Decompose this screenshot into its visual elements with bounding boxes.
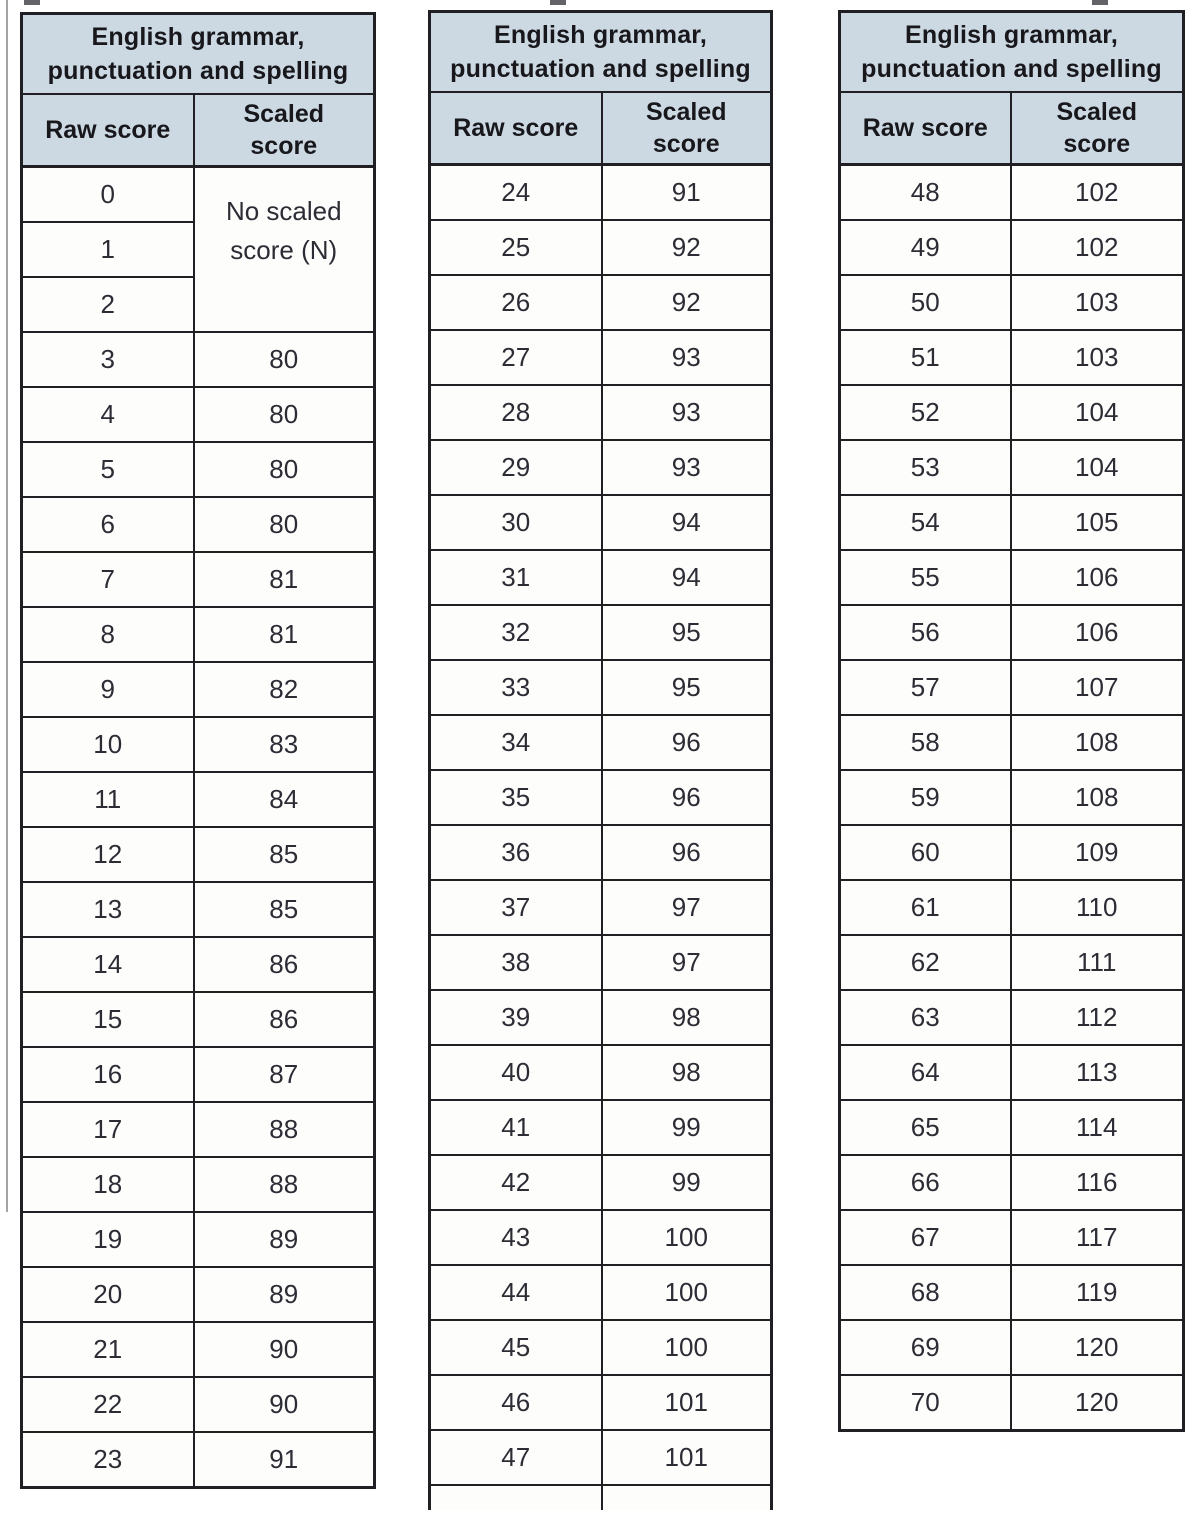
raw-score-cell: 58 — [840, 715, 1011, 770]
table-row — [22, 662, 375, 717]
raw-score-cell: 24 — [430, 165, 602, 221]
scaled-score-cell: 101 — [602, 1430, 772, 1485]
raw-score-cell: 1 — [22, 222, 194, 277]
raw-score-cell: 17 — [22, 1102, 194, 1157]
table-row — [840, 880, 1184, 935]
scaled-score-cell: 107 — [1011, 660, 1184, 715]
table-row — [430, 165, 772, 221]
raw-score-header: Raw score — [430, 92, 602, 165]
scaled-score-cell: 119 — [1011, 1265, 1184, 1320]
table-row — [840, 1045, 1184, 1100]
raw-score-cell: 54 — [840, 495, 1011, 550]
raw-score-cell: 9 — [22, 662, 194, 717]
raw-score-cell: 14 — [22, 937, 194, 992]
table-title — [430, 12, 772, 93]
raw-score-cell: 29 — [430, 440, 602, 495]
table-row — [840, 715, 1184, 770]
scaled-score-cell: 84 — [194, 772, 375, 827]
scaled-score-cell: 103 — [1011, 275, 1184, 330]
raw-score-cell: 46 — [430, 1375, 602, 1430]
raw-score-cell: 28 — [430, 385, 602, 440]
table-row — [430, 495, 772, 550]
scan-artifact-mark — [550, 0, 566, 5]
scaled-score-cell: 110 — [1011, 880, 1184, 935]
table-row — [22, 552, 375, 607]
scaled-score-cell: 98 — [602, 990, 772, 1045]
scaled-score-cell: 116 — [1011, 1155, 1184, 1210]
scaled-score-cell: 109 — [1011, 825, 1184, 880]
scaled-score-cell: 95 — [602, 605, 772, 660]
table-row — [22, 1322, 375, 1377]
table-row — [430, 550, 772, 605]
scaled-score-cell: 106 — [1011, 605, 1184, 660]
table-row — [430, 330, 772, 385]
no-scaled-score-text: No scaled — [225, 196, 342, 226]
scaled-score-header-line2: score — [1063, 130, 1131, 158]
raw-score-cell: 65 — [840, 1100, 1011, 1155]
raw-score-cell: 61 — [840, 880, 1011, 935]
table-row — [430, 1045, 772, 1100]
scaled-score-cell: 101 — [602, 1375, 772, 1430]
raw-score-cell: 49 — [840, 220, 1011, 275]
raw-score-cell: 53 — [840, 440, 1011, 495]
table-title — [22, 14, 375, 95]
raw-score-cell: 31 — [430, 550, 602, 605]
scaled-score-cell: 100 — [602, 1265, 772, 1320]
raw-score-cell: 38 — [430, 935, 602, 990]
scaled-score-cell: 91 — [194, 1432, 375, 1488]
scaled-score-cell: 93 — [602, 385, 772, 440]
raw-score-cell: 15 — [22, 992, 194, 1047]
raw-score-cell: 4 — [22, 387, 194, 442]
scaled-score-cell: 94 — [602, 550, 772, 605]
empty-cell — [430, 1485, 602, 1510]
raw-score-cell: 60 — [840, 825, 1011, 880]
scaled-score-cell: 83 — [194, 717, 375, 772]
scaled-score-cell: 81 — [194, 607, 375, 662]
table-row — [840, 605, 1184, 660]
raw-score-cell: 63 — [840, 990, 1011, 1045]
scaled-score-cell: 106 — [1011, 550, 1184, 605]
table-body — [22, 167, 375, 1488]
scaled-score-cell: 91 — [602, 165, 772, 221]
table-row — [840, 440, 1184, 495]
scaled-score-cell: 100 — [602, 1320, 772, 1375]
conversion-table-1 — [20, 12, 376, 1489]
raw-score-cell: 62 — [840, 935, 1011, 990]
table-row — [840, 385, 1184, 440]
table-row — [430, 990, 772, 1045]
scaled-score-cell: 98 — [602, 1045, 772, 1100]
table-row — [840, 1320, 1184, 1375]
raw-score-cell: 23 — [22, 1432, 194, 1488]
raw-score-cell: 69 — [840, 1320, 1011, 1375]
scaled-score-cell: 117 — [1011, 1210, 1184, 1265]
table-row — [840, 1100, 1184, 1155]
table-row — [22, 827, 375, 882]
scaled-score-cell: 80 — [194, 497, 375, 552]
table-row — [430, 880, 772, 935]
scaled-score-cell: 108 — [1011, 715, 1184, 770]
raw-score-cell: 51 — [840, 330, 1011, 385]
table-row — [430, 935, 772, 990]
table-row — [430, 770, 772, 825]
scaled-score-header — [194, 94, 375, 167]
scaled-score-cell: 80 — [194, 332, 375, 387]
scaled-score-cell: 108 — [1011, 770, 1184, 825]
table-title-line2: punctuation and spelling — [47, 57, 349, 85]
scaled-score-cell: 111 — [1011, 935, 1184, 990]
scan-artifact-mark — [1092, 0, 1108, 5]
table-title-line1: English grammar, — [91, 22, 305, 51]
raw-score-cell: 19 — [22, 1212, 194, 1267]
table-row — [22, 1102, 375, 1157]
raw-score-header: Raw score — [840, 92, 1011, 165]
scaled-score-cell: 82 — [194, 662, 375, 717]
scaled-score-cell: 96 — [602, 825, 772, 880]
table-row — [22, 1047, 375, 1102]
table-row — [430, 220, 772, 275]
table-row — [840, 1265, 1184, 1320]
scaled-score-cell: 90 — [194, 1322, 375, 1377]
scaled-score-cell: 112 — [1011, 990, 1184, 1045]
table-row — [22, 1432, 375, 1488]
scaled-score-header-line2: score — [250, 132, 318, 160]
table-row — [430, 1320, 772, 1375]
raw-score-cell: 0 — [22, 167, 194, 223]
raw-score-cell: 20 — [22, 1267, 194, 1322]
raw-score-cell: 25 — [430, 220, 602, 275]
table-row — [22, 332, 375, 387]
scaled-score-cell: 99 — [602, 1100, 772, 1155]
table-row — [22, 442, 375, 497]
table-row — [430, 1265, 772, 1320]
conversion-table-3 — [838, 10, 1185, 1432]
raw-score-cell: 66 — [840, 1155, 1011, 1210]
table-row — [22, 882, 375, 937]
table-row — [430, 440, 772, 495]
raw-score-cell: 34 — [430, 715, 602, 770]
table-row — [430, 1430, 772, 1485]
scaled-score-cell: 86 — [194, 937, 375, 992]
scaled-score-header-line1: Scaled — [243, 99, 325, 128]
table-row — [840, 220, 1184, 275]
table-row — [840, 550, 1184, 605]
table-title-line1: English grammar, — [905, 20, 1118, 49]
scaled-score-cell: 89 — [194, 1212, 375, 1267]
scaled-score-cell: 80 — [194, 442, 375, 497]
scaled-score-cell: 88 — [194, 1102, 375, 1157]
raw-score-cell: 5 — [22, 442, 194, 497]
table-row — [430, 715, 772, 770]
table-row — [22, 497, 375, 552]
scaled-score-cell: 88 — [194, 1157, 375, 1212]
raw-score-cell: 55 — [840, 550, 1011, 605]
table-row — [22, 607, 375, 662]
table-row — [430, 1100, 772, 1155]
scaled-score-cell: 81 — [194, 552, 375, 607]
table-row — [22, 167, 375, 223]
table-row — [840, 1375, 1184, 1431]
raw-score-cell: 64 — [840, 1045, 1011, 1100]
raw-score-cell: 70 — [840, 1375, 1011, 1431]
raw-score-cell: 44 — [430, 1265, 602, 1320]
table-title-line1: English grammar, — [494, 20, 707, 49]
raw-score-cell: 11 — [22, 772, 194, 827]
scaled-score-cell: 104 — [1011, 440, 1184, 495]
scaled-score-cell: 120 — [1011, 1375, 1184, 1431]
raw-score-cell: 67 — [840, 1210, 1011, 1265]
table-body — [840, 165, 1184, 1431]
raw-score-cell: 10 — [22, 717, 194, 772]
scaled-score-cell: 85 — [194, 827, 375, 882]
table-row — [840, 275, 1184, 330]
scaled-score-cell: 113 — [1011, 1045, 1184, 1100]
table-row — [840, 770, 1184, 825]
scan-artifact-mark — [24, 0, 40, 5]
raw-score-cell: 16 — [22, 1047, 194, 1102]
scan-artifact-left-line — [6, 0, 8, 1212]
table-row — [430, 605, 772, 660]
raw-score-cell: 40 — [430, 1045, 602, 1100]
raw-score-cell: 47 — [430, 1430, 602, 1485]
raw-score-cell: 18 — [22, 1157, 194, 1212]
table-row — [840, 825, 1184, 880]
raw-score-cell: 41 — [430, 1100, 602, 1155]
scaled-score-cell: 95 — [602, 660, 772, 715]
scaled-score-cell: 103 — [1011, 330, 1184, 385]
raw-score-cell: 39 — [430, 990, 602, 1045]
scaled-score-cell: 92 — [602, 220, 772, 275]
scaled-score-cell: 114 — [1011, 1100, 1184, 1155]
table-title-line2: punctuation and spelling — [861, 55, 1162, 83]
table-body — [430, 165, 772, 1511]
table-row — [22, 772, 375, 827]
raw-score-cell: 43 — [430, 1210, 602, 1265]
table-title — [840, 12, 1184, 93]
table-row — [22, 1157, 375, 1212]
no-scaled-score-cell — [194, 167, 375, 333]
raw-score-cell: 22 — [22, 1377, 194, 1432]
scaled-score-cell: 89 — [194, 1267, 375, 1322]
table-row — [22, 1267, 375, 1322]
table-row — [430, 385, 772, 440]
raw-score-cell: 57 — [840, 660, 1011, 715]
raw-score-cell: 42 — [430, 1155, 602, 1210]
raw-score-cell: 37 — [430, 880, 602, 935]
scaled-score-cell: 102 — [1011, 220, 1184, 275]
raw-score-cell: 3 — [22, 332, 194, 387]
table-row — [840, 495, 1184, 550]
table-row — [840, 660, 1184, 715]
raw-score-cell: 32 — [430, 605, 602, 660]
scaled-score-header-line2: score — [652, 130, 720, 158]
table-row — [840, 990, 1184, 1045]
scaled-score-cell: 104 — [1011, 385, 1184, 440]
raw-score-cell: 50 — [840, 275, 1011, 330]
table-row — [430, 825, 772, 880]
table-row — [840, 165, 1184, 221]
conversion-table-2 — [428, 10, 773, 1510]
raw-score-cell: 12 — [22, 827, 194, 882]
table-row — [22, 717, 375, 772]
raw-score-cell: 35 — [430, 770, 602, 825]
scaled-score-cell: 87 — [194, 1047, 375, 1102]
raw-score-cell: 48 — [840, 165, 1011, 221]
scaled-score-cell: 97 — [602, 935, 772, 990]
raw-score-cell: 21 — [22, 1322, 194, 1377]
scaled-score-cell: 99 — [602, 1155, 772, 1210]
raw-score-cell: 33 — [430, 660, 602, 715]
scaled-score-cell: 120 — [1011, 1320, 1184, 1375]
scaled-score-cell: 85 — [194, 882, 375, 937]
scaled-score-cell: 93 — [602, 330, 772, 385]
raw-score-cell: 45 — [430, 1320, 602, 1375]
table-row — [22, 387, 375, 442]
raw-score-cell: 2 — [22, 277, 194, 332]
table-row — [22, 992, 375, 1047]
raw-score-cell: 56 — [840, 605, 1011, 660]
scaled-score-cell: 94 — [602, 495, 772, 550]
scaled-score-header — [602, 92, 772, 165]
table-row — [22, 1377, 375, 1432]
scaled-score-cell: 92 — [602, 275, 772, 330]
raw-score-cell: 27 — [430, 330, 602, 385]
scaled-score-header-line1: Scaled — [1056, 97, 1138, 126]
table-row — [840, 1210, 1184, 1265]
table-row — [430, 1155, 772, 1210]
scaled-score-cell: 105 — [1011, 495, 1184, 550]
raw-score-cell: 68 — [840, 1265, 1011, 1320]
raw-score-cell: 6 — [22, 497, 194, 552]
raw-score-cell: 36 — [430, 825, 602, 880]
scaled-score-cell: 86 — [194, 992, 375, 1047]
scaled-score-cell: 96 — [602, 715, 772, 770]
raw-score-cell: 26 — [430, 275, 602, 330]
table-row — [430, 1210, 772, 1265]
scaled-score-header — [1011, 92, 1184, 165]
table-row — [430, 1375, 772, 1430]
empty-cell — [602, 1485, 772, 1510]
table-row — [22, 937, 375, 992]
raw-score-cell: 59 — [840, 770, 1011, 825]
raw-score-cell: 8 — [22, 607, 194, 662]
scaled-score-cell: 80 — [194, 387, 375, 442]
raw-score-header: Raw score — [22, 94, 194, 167]
raw-score-cell: 7 — [22, 552, 194, 607]
scaled-score-cell: 102 — [1011, 165, 1184, 221]
table-row — [430, 275, 772, 330]
scaled-score-cell: 93 — [602, 440, 772, 495]
table-row — [840, 935, 1184, 990]
table-row — [840, 330, 1184, 385]
scaled-score-cell: 97 — [602, 880, 772, 935]
table-row — [22, 1212, 375, 1267]
scaled-score-header-line1: Scaled — [645, 97, 727, 126]
raw-score-cell: 13 — [22, 882, 194, 937]
table-row — [430, 660, 772, 715]
scaled-score-cell: 96 — [602, 770, 772, 825]
scaled-score-cell: 90 — [194, 1377, 375, 1432]
table-row — [840, 1155, 1184, 1210]
table-title-line2: punctuation and spelling — [450, 55, 751, 83]
scaled-score-cell: 100 — [602, 1210, 772, 1265]
partial-cut-row — [430, 1485, 772, 1510]
raw-score-cell: 52 — [840, 385, 1011, 440]
no-scaled-score-text: score (N) — [230, 235, 338, 265]
raw-score-cell: 30 — [430, 495, 602, 550]
